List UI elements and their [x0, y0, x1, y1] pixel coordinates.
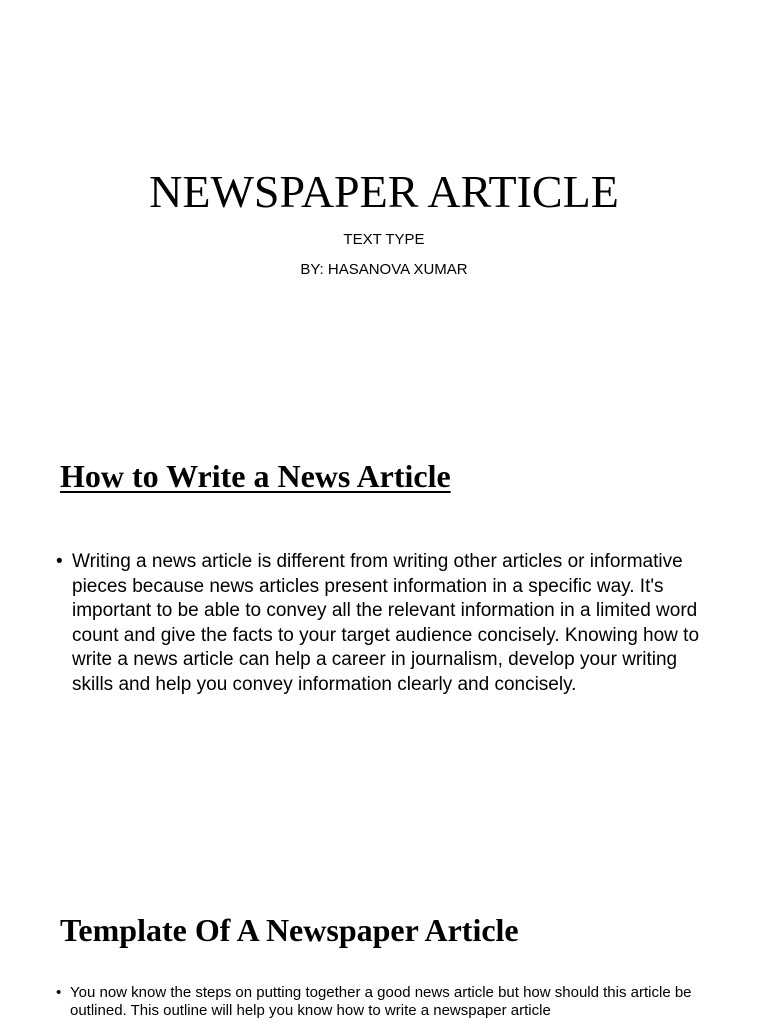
bullet-text: You now know the steps on putting together a good news article but how should this article be outlined. This outline will help you know how to write a newspaper article [70, 984, 692, 1019]
title-slide [0, 0, 768, 430]
how-to-slide [0, 430, 768, 890]
section-heading: Template Of A Newspaper Article [60, 912, 519, 948]
bullet-item [56, 550, 706, 698]
bullet-list [56, 550, 706, 698]
bullet-list [56, 984, 716, 1020]
bullet-icon: • [56, 984, 62, 1001]
bullet-text: Writing a news article is different from writing other articles or informative pieces because news articles present information in a specific way. It's important to be able to convey all the relevant information in a limited word count and give the facts to your target audience concisely. Knowing how to write a news article can help a career in journalism, develop your writing skills and help you convey information clearly and concisely. [72, 551, 700, 695]
main-title: NEWSPAPER ARTICLE [149, 166, 619, 217]
section-heading: How to Write a News Article [60, 458, 451, 494]
template-slide [0, 890, 768, 1024]
bullet-item [56, 984, 716, 1020]
subtitle-author: BY: HASANOVA XUMAR [300, 261, 468, 278]
subtitle-text-type: TEXT TYPE [343, 231, 425, 248]
bullet-icon: • [56, 551, 63, 572]
